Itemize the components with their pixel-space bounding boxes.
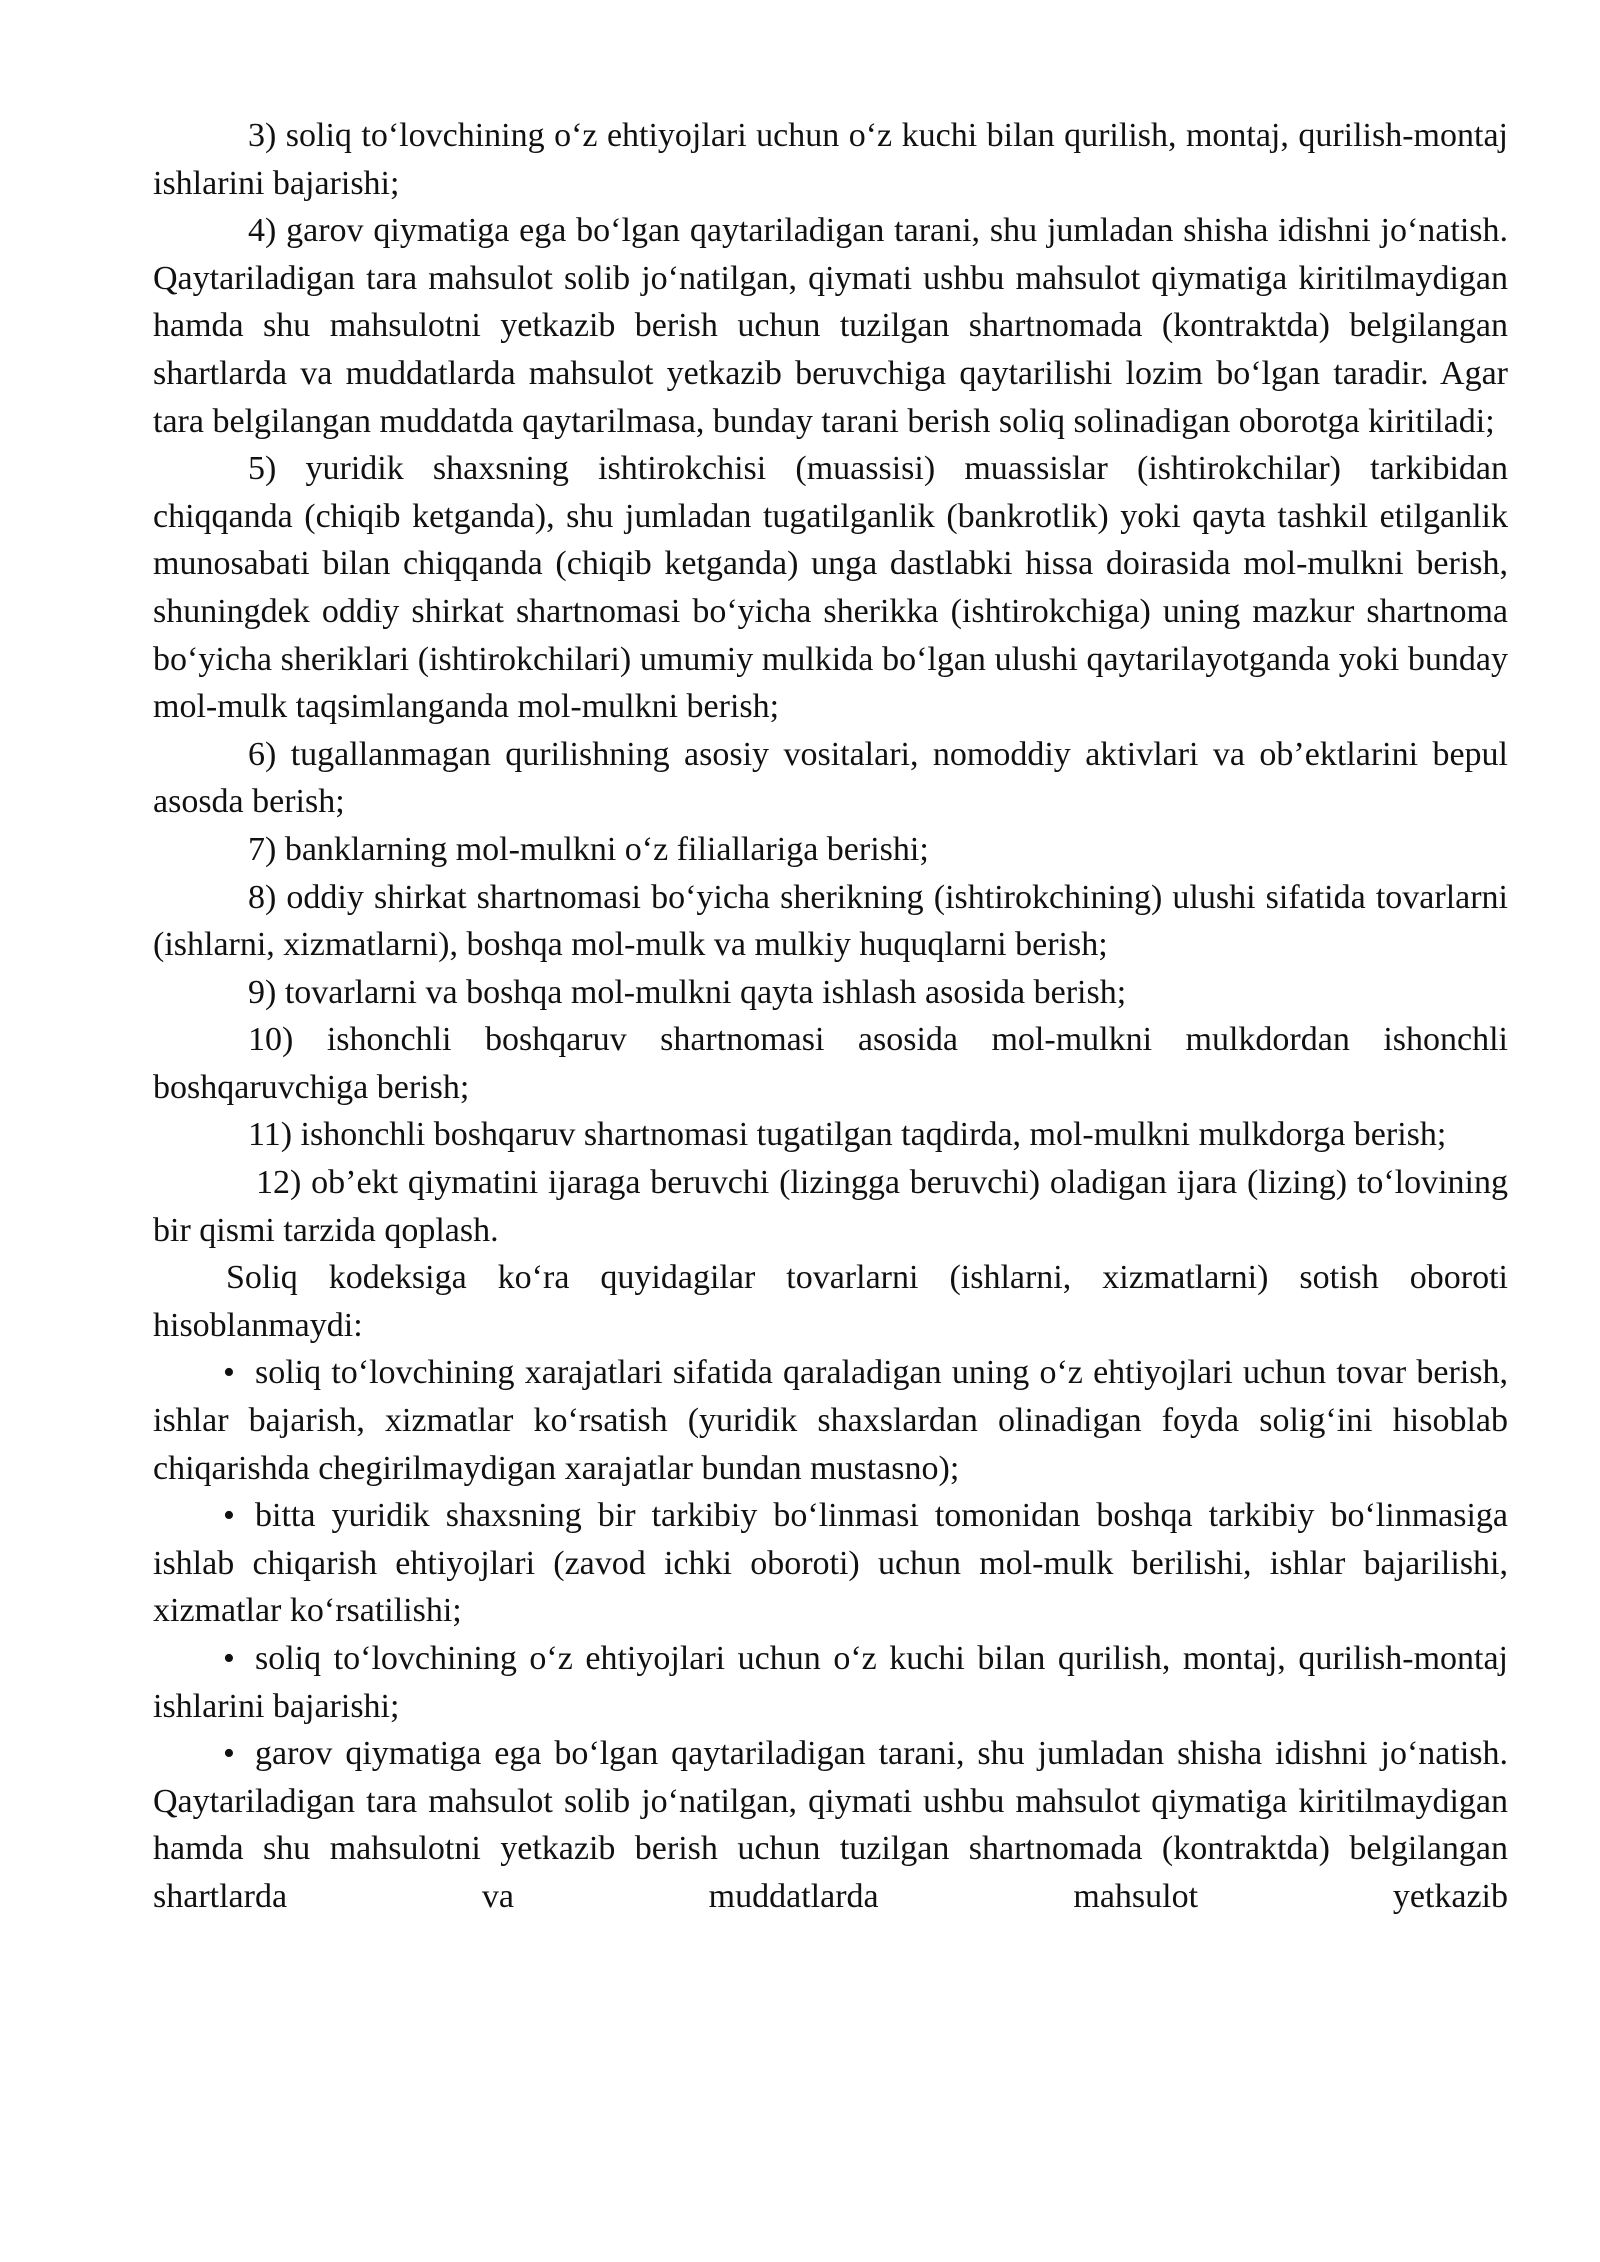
bullet-icon: • <box>223 1735 235 1773</box>
intro-paragraph: Soliq kodeksiga ko‘ra quyidagilar tovarlarni (ishlarni, xizmatlarni) sotish oboroti hisoblanmaydi: <box>153 1259 1508 1344</box>
list-item-8: 8) oddiy shirkat shartnomasi bo‘yicha sherikning (ishtirokchining) ulushi sifatida tovarlarni (ishlarni, xizmatlarni), boshqa mol-mulk va mulkiy huquqlarni berish; <box>153 878 1508 964</box>
list-item-5: 5) yuridik shaxsning ishtirokchisi (muassisi) muassislar (ishtirokchilar) tarkibidan chiqqanda (chiqib ketganda), shu jumladan tugatilganlik (bankrotlik) yoki qayta tashkil etilganlik munosabati bilan chiqqanda (chiqib ketganda) unga dastlabki hissa doirasida mol-mulkni berish, shuningdek oddiy shirkat shartnomasi bo‘yicha sherikka (ishtirokchiga) uning mazkur shartnoma bo‘yicha sheriklari (ishtirokchilari) umumiy mulkida bo‘lgan ulushi qaytarilayotganda yoki bunday mol-mulk taqsimlanganda mol-mulkni berish; <box>153 450 1508 726</box>
bullet-text: soliq to‘lovchining o‘z ehtiyojlari uchun o‘z kuchi bilan qurilish, montaj, qurilish-montaj ishlarini bajarishi; <box>153 1640 1508 1725</box>
list-item-3: 3) soliq to‘lovchining o‘z ehtiyojlari uchun o‘z kuchi bilan qurilish, montaj, qurilish-montaj ishlarini bajarishi; <box>153 117 1508 202</box>
list-item-9: 9) tovarlarni va boshqa mol-mulkni qayta ishlash asosida berish; <box>248 973 1127 1011</box>
bullet-text: bitta yuridik shaxsning bir tarkibiy bo‘linmasi tomonidan boshqa tarkibiy bo‘linmasiga ishlab chiqarish ehtiyojlari (zavod ichki oboroti) uchun mol-mulk berilishi, ishlar bajarilishi, xizmatlar ko‘rsatilishi; <box>153 1497 1508 1630</box>
bullet-item-2 <box>153 1492 1508 1635</box>
bullet-icon: • <box>223 1497 235 1535</box>
bullet-icon: • <box>223 1354 235 1392</box>
bullet-text: soliq to‘lovchining xarajatlari sifatida qaraladigan uning o‘z ehtiyojlari uchun tovar berish, ishlar bajarish, xizmatlar ko‘rsatish (yuridik shaxslardan olinadigan foyda solig‘ini hisoblab chiqarishda chegirilmaydigan xarajatlar bundan mustasno); <box>153 1354 1508 1487</box>
bullet-item-3 <box>153 1635 1508 1730</box>
bullet-item-4 <box>153 1730 1508 1920</box>
bullet-item-1 <box>153 1349 1508 1492</box>
list-item-6: 6) tugallanmagan qurilishning asosiy vositalari, nomoddiy aktivlari va ob’ektlarini bepul asosda berish; <box>153 735 1508 821</box>
list-item-11: 11) ishonchli boshqaruv shartnomasi tugatilgan taqdirda, mol-mulkni mulkdorga berish; <box>248 1116 1447 1154</box>
list-item-12: 12) ob’ekt qiymatini ijaraga beruvchi (lizingga beruvchi) oladigan ijara (lizing) to‘lovining bir qismi tarzida qoplash. <box>153 1164 1508 1249</box>
bullet-text: garov qiymatiga ega bo‘lgan qaytariladigan tarani, shu jumladan shisha idishni jo‘natish. Qaytariladigan tara mahsulot solib jo‘natilgan, qiymati ushbu mahsulot qiymatiga kiritilmaydigan hamda shu mahsulotni yetkazib berish uchun tuzilgan shartnomada (kontraktda) belgilangan shartlarda va muddatlarda mahsulot yetkazib <box>153 1735 1508 1915</box>
document-body <box>153 112 1508 1921</box>
list-item-7: 7) banklarning mol-mulkni o‘z filiallariga berishi; <box>248 830 929 868</box>
bullet-icon: • <box>223 1640 235 1677</box>
list-item-10: 10) ishonchli boshqaruv shartnomasi asosida mol-mulkni mulkdordan ishonchli boshqaruvchiga berish; <box>153 1021 1508 1106</box>
list-item-4: 4) garov qiymatiga ega bo‘lgan qaytariladigan tarani, shu jumladan shisha idishni jo‘natish. Qaytariladigan tara mahsulot solib jo‘natilgan, qiymati ushbu mahsulot qiymatiga kiritilmaydigan hamda shu mahsulotni yetkazib berish uchun tuzilgan shartnomada (kontraktda) belgilangan shartlarda va muddatlarda mahsulot yetkazib beruvchiga qaytarilishi lozim bo‘lgan taradir. Agar tara belgilangan muddatda qaytarilmasa, bunday tarani berish soliq solinadigan oborotga kiritiladi; <box>153 212 1508 440</box>
